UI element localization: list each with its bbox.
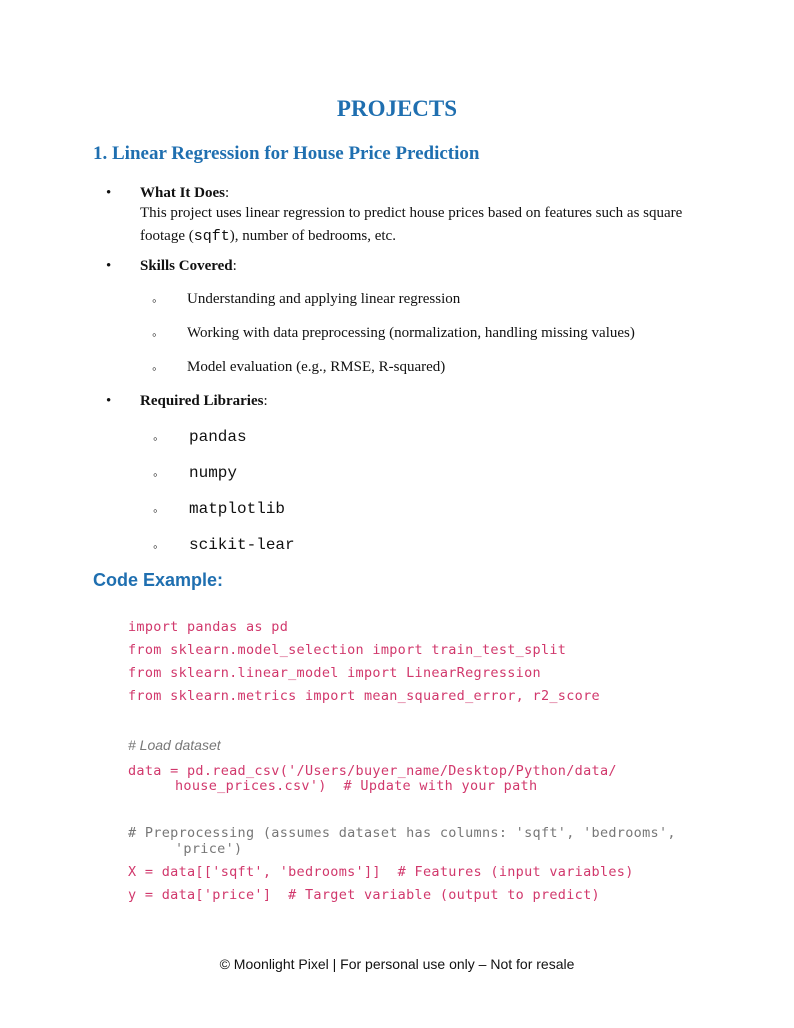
description-code: sqft bbox=[193, 228, 230, 245]
code-line: X = data[['sqft', 'bedrooms']] # Features (input variables) bbox=[128, 864, 634, 880]
library-item: scikit-lear bbox=[189, 536, 295, 554]
code-line: from sklearn.metrics import mean_squared_error, r2_score bbox=[128, 688, 600, 704]
bullet: • bbox=[106, 393, 112, 409]
what-it-does-description bbox=[140, 202, 700, 248]
skill-item: Working with data preprocessing (normalization, handling missing values) bbox=[187, 325, 635, 341]
code-comment: 'price') bbox=[175, 841, 243, 857]
library-item: matplotlib bbox=[189, 500, 286, 518]
skills-covered-title bbox=[140, 256, 237, 276]
sub-bullet: ◦ bbox=[152, 293, 157, 308]
code-line: y = data['price'] # Target variable (output to predict) bbox=[128, 887, 600, 903]
description-text: ), number of bedrooms, etc. bbox=[229, 228, 396, 244]
page-title: PROJECTS bbox=[336, 96, 458, 121]
sub-bullet: ◦ bbox=[153, 467, 158, 482]
section-heading: 1. Linear Regression for House Price Prediction bbox=[93, 143, 480, 164]
required-libraries-label: Required Libraries bbox=[140, 393, 264, 409]
sub-bullet: ◦ bbox=[153, 539, 158, 554]
code-line: import pandas as pd bbox=[128, 619, 289, 635]
colon: : bbox=[263, 393, 268, 409]
what-it-does-title bbox=[140, 183, 229, 203]
footer: © Moonlight Pixel | For personal use only – Not for resale bbox=[219, 956, 575, 972]
code-line: house_prices.csv') # Update with your path bbox=[175, 778, 538, 794]
library-item: pandas bbox=[189, 428, 247, 446]
code-line: from sklearn.linear_model import LinearRegression bbox=[128, 665, 541, 681]
code-comment: # Preprocessing (assumes dataset has columns: 'sqft', 'bedrooms', bbox=[128, 825, 676, 841]
description-text: This project uses linear regression to predict house prices based on features such as square footage ( bbox=[140, 205, 683, 244]
bullet: • bbox=[106, 185, 112, 201]
skill-item: Understanding and applying linear regression bbox=[187, 291, 461, 307]
sub-bullet: ◦ bbox=[152, 327, 157, 342]
code-line: data = pd.read_csv('/Users/buyer_name/Desktop/Python/data/ bbox=[128, 763, 617, 779]
colon: : bbox=[225, 185, 230, 201]
library-item: numpy bbox=[189, 464, 238, 482]
skills-covered-label: Skills Covered bbox=[140, 258, 233, 274]
colon: : bbox=[232, 258, 237, 274]
sub-bullet: ◦ bbox=[153, 431, 158, 446]
what-it-does-label: What It Does bbox=[140, 185, 225, 201]
code-line: from sklearn.model_selection import train_test_split bbox=[128, 642, 567, 658]
bullet: • bbox=[106, 258, 112, 274]
sub-bullet: ◦ bbox=[152, 361, 157, 376]
sub-bullet: ◦ bbox=[153, 503, 158, 518]
required-libraries-title bbox=[140, 391, 268, 411]
skill-item: Model evaluation (e.g., RMSE, R-squared) bbox=[187, 359, 446, 375]
code-comment: # Load dataset bbox=[128, 737, 221, 753]
code-example-heading: Code Example: bbox=[93, 570, 224, 590]
